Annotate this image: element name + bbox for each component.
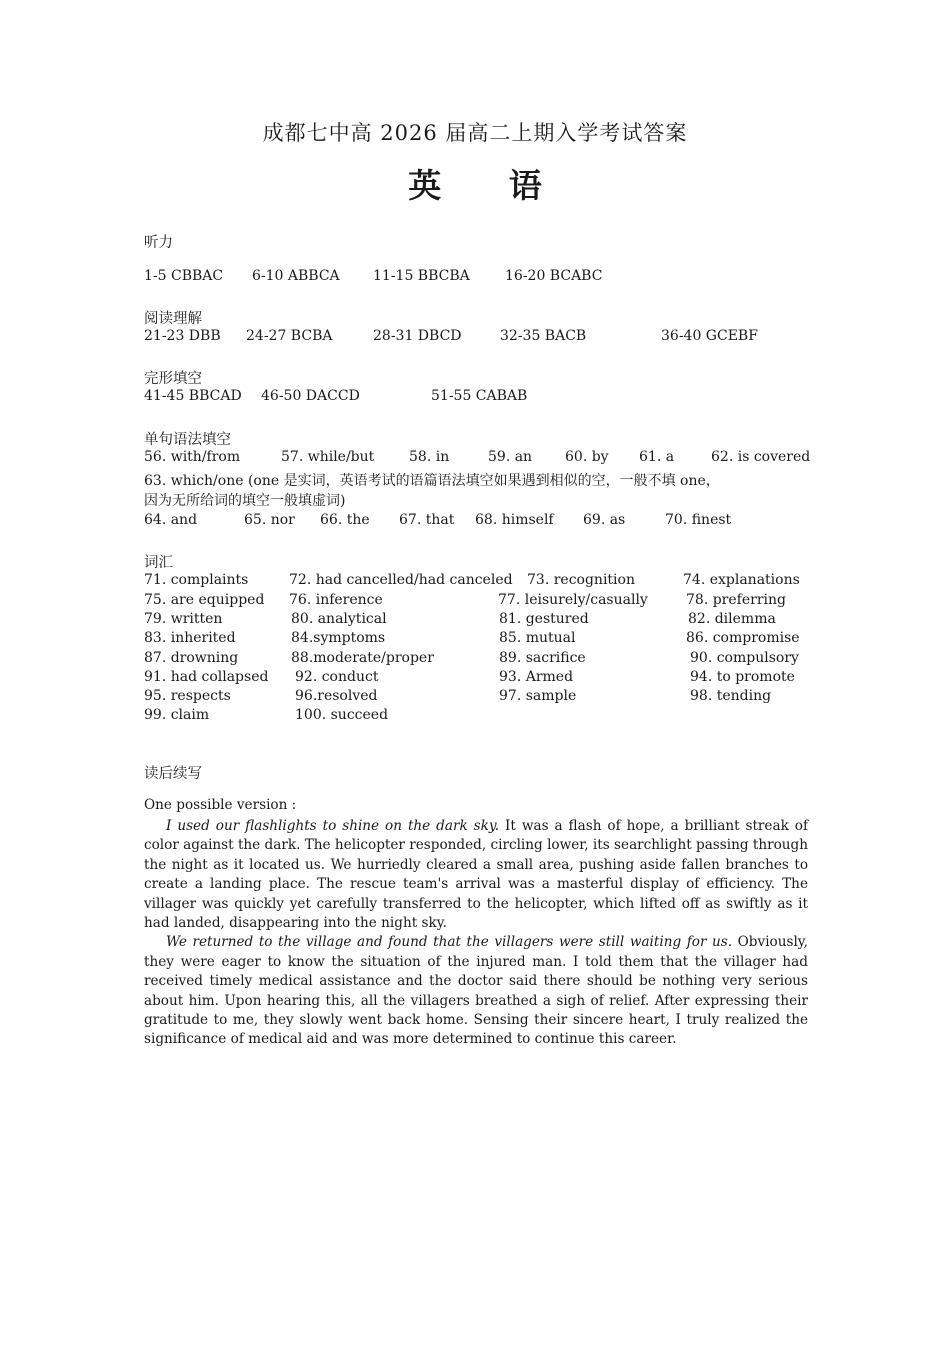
- grammar-note-line: 63. which/one (one 是实词，英语考试的语篇语法填空如果遇到相似的空，一般不填 one，: [144, 473, 720, 489]
- answer-item: 77. leisurely/casually: [498, 592, 648, 608]
- answer-item: 73. recognition: [527, 572, 635, 588]
- answer-item: 32-35 BACB: [500, 328, 587, 344]
- answer-item: 98. tending: [690, 688, 772, 704]
- answer-item: 100. succeed: [295, 707, 389, 723]
- essay-paragraph: [144, 817, 808, 933]
- answer-item: 74. explanations: [683, 572, 800, 588]
- answer-item: 21-23 DBB: [144, 328, 221, 344]
- answer-item: 65. nor: [244, 512, 295, 528]
- answer-item: 59. an: [488, 449, 533, 465]
- answer-item: 61. a: [639, 449, 675, 465]
- grammar-heading: 单句语法填空: [144, 432, 231, 448]
- reading-heading: 阅读理解: [144, 311, 202, 327]
- answer-item: 41-45 BBCAD: [144, 388, 242, 404]
- grammar-note-line: 因为无所给词的填空一般填虚词): [144, 493, 346, 509]
- listening-heading: 听力: [144, 235, 173, 251]
- answer-item: 82. dilemma: [688, 611, 776, 627]
- answer-item: 87. drowning: [144, 650, 239, 666]
- answer-item: 79. written: [144, 611, 223, 627]
- answer-item: 88.moderate/proper: [291, 650, 434, 666]
- vocabulary-row: [144, 572, 812, 590]
- continuation-heading: 读后续写: [144, 766, 202, 782]
- answer-item: 56. with/from: [144, 449, 241, 465]
- paragraph-body: It was a flash of hope, a brilliant streak of color against the dark. The helicopter responded, circling lower, its searchlight passing through the night as it located us. We hurriedly cleared a small area, pushing aside fallen branches to create a landing place. The rescue team's arrival was a masterful display of efficiency. The villager was quickly yet carefully transferred to the helicopter, which lifted off as swiftly as it had landed, disappearing into the night sky.: [144, 818, 808, 932]
- essay-paragraph: [144, 933, 808, 1049]
- answer-item: 89. sacrifice: [499, 650, 586, 666]
- answer-item: 80. analytical: [291, 611, 387, 627]
- answer-item: 85. mutual: [499, 630, 576, 646]
- answer-item: 28-31 DBCD: [373, 328, 462, 344]
- paragraph-lead-sentence: We returned to the village and found that the villagers were still waiting for us.: [166, 934, 733, 951]
- answer-item: 92. conduct: [295, 669, 379, 685]
- answer-item: 1-5 CBBAC: [144, 268, 224, 284]
- answer-item: 72. had cancelled/had canceled: [289, 572, 513, 588]
- answer-item: 68. himself: [475, 512, 554, 528]
- vocabulary-row: [144, 630, 812, 648]
- answer-item: 84.symptoms: [291, 630, 386, 646]
- answer-item: 86. compromise: [686, 630, 800, 646]
- grammar-answers-row: [144, 512, 812, 530]
- sample-essay: [144, 817, 808, 1050]
- answer-item: 90. compulsory: [690, 650, 799, 666]
- vocabulary-row: [144, 669, 812, 687]
- listening-answers: [144, 268, 812, 286]
- answer-item: 66. the: [320, 512, 370, 528]
- paragraph-lead-sentence: I used our flashlights to shine on the dark sky.: [166, 818, 500, 834]
- vocabulary-heading: 词汇: [144, 555, 173, 571]
- document-title: 成都七中高 2026 届高二上期入学考试答案: [262, 121, 688, 145]
- answer-item: 95. respects: [144, 688, 231, 704]
- subject-title: 英 语: [408, 166, 570, 205]
- answer-item: 70. finest: [665, 512, 732, 528]
- answer-item: 83. inherited: [144, 630, 236, 646]
- answer-item: 97. sample: [499, 688, 577, 704]
- answer-item: 24-27 BCBA: [246, 328, 333, 344]
- answer-item: 46-50 DACCD: [261, 388, 360, 404]
- reading-answers: [144, 328, 812, 346]
- answer-item: 67. that: [399, 512, 455, 528]
- answer-item: 60. by: [565, 449, 609, 465]
- vocabulary-row: [144, 611, 812, 629]
- answer-item: 78. preferring: [686, 592, 786, 608]
- answer-item: 75. are equipped: [144, 592, 265, 608]
- answer-item: 91. had collapsed: [144, 669, 269, 685]
- vocabulary-row: [144, 650, 812, 668]
- continuation-intro: One possible version :: [144, 797, 297, 813]
- cloze-heading: 完形填空: [144, 371, 202, 387]
- answer-item: 71. complaints: [144, 572, 249, 588]
- answer-item: 6-10 ABBCA: [252, 268, 340, 284]
- cloze-answers: [144, 388, 812, 406]
- grammar-answers-row: [144, 449, 812, 467]
- answer-item: 93. Armed: [499, 669, 574, 685]
- answer-item: 81. gestured: [499, 611, 589, 627]
- answer-item: 99. claim: [144, 707, 210, 723]
- vocabulary-row: [144, 592, 812, 610]
- answer-item: 57. while/but: [281, 449, 375, 465]
- answer-item: 11-15 BBCBA: [373, 268, 470, 284]
- vocabulary-row: [144, 707, 812, 725]
- answer-item: 69. as: [583, 512, 626, 528]
- answer-item: 51-55 CABAB: [431, 388, 528, 404]
- answer-item: 76. inference: [289, 592, 383, 608]
- vocabulary-row: [144, 688, 812, 706]
- answer-item: 16-20 BCABC: [505, 268, 603, 284]
- answer-item: 64. and: [144, 512, 198, 528]
- answer-item: 62. is covered: [711, 449, 811, 465]
- paragraph-body: Obviously, they were eager to know the situation of the injured man. I told them that the villager had received timely medical assistance and the doctor said there should be nothing very serious about him. Upon hearing this, all the villagers breathed a sigh of relief. After expressing their gratitude to me, they slowly went back home. Sensing their sincere heart, I truly realized the significance of medical aid and was more determined to continue this career.: [144, 934, 808, 1048]
- answer-item: 94. to promote: [690, 669, 795, 685]
- answer-item: 96.resolved: [295, 688, 378, 704]
- answer-item: 36-40 GCEBF: [661, 328, 758, 344]
- answer-item: 58. in: [409, 449, 450, 465]
